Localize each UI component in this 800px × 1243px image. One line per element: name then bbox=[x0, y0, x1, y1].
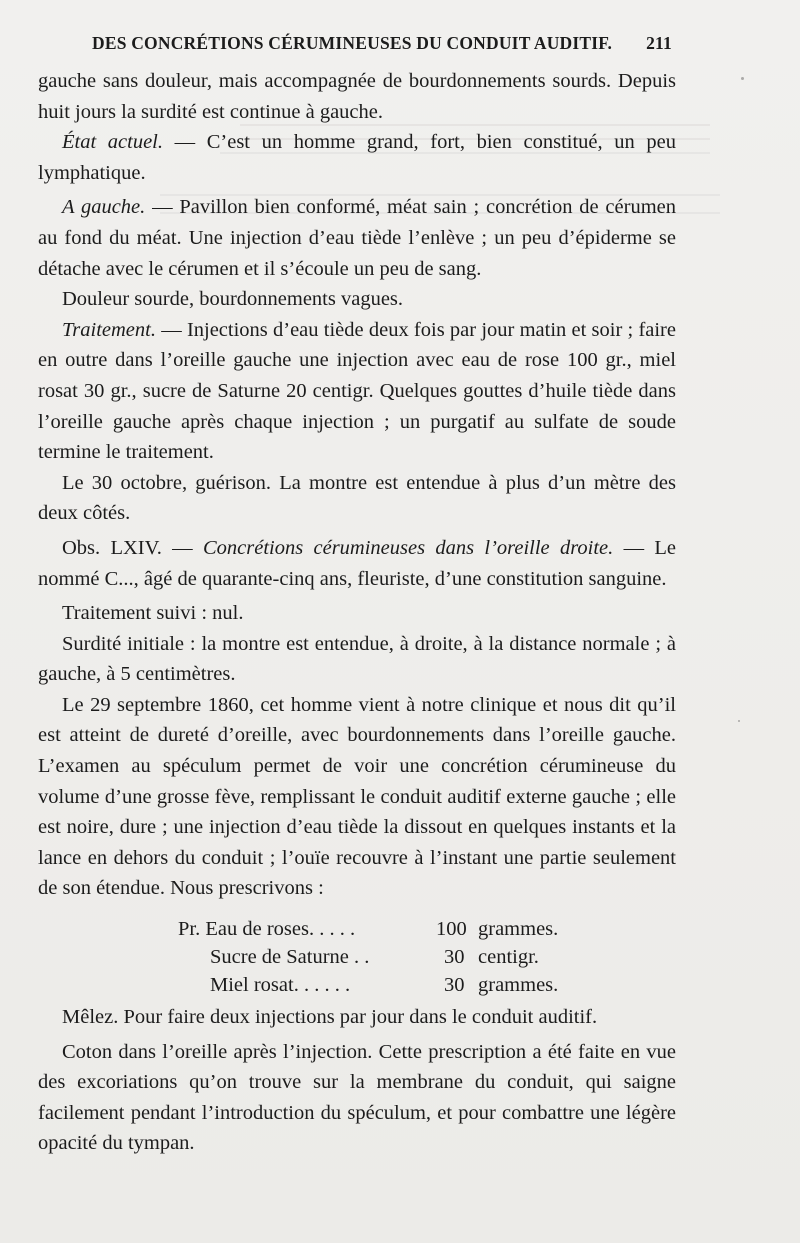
paragraph bbox=[38, 315, 676, 468]
prescription-row bbox=[38, 970, 676, 998]
body-text bbox=[38, 66, 676, 1159]
paragraph-text: — Pavillon bien conformé, méat sain ; concrétion de cérumen au fond du méat. Une injection d’eau tiède l’enlève ; un peu d’épiderme se détache avec le cérumen et il s’écoule un peu de sang. bbox=[38, 196, 676, 280]
observation-title: Concrétions cérumineuses dans l’oreille droite. bbox=[202, 536, 614, 559]
section-lead: État actuel. bbox=[62, 131, 163, 154]
paragraph bbox=[38, 598, 676, 629]
observation-dash: — bbox=[161, 536, 203, 559]
paragraph-text: Le 30 octobre, guérison. La montre est entendue à plus d’un mètre des deux côtés. bbox=[38, 471, 676, 525]
prescription-row bbox=[38, 942, 676, 970]
prescription-unit: grammes. bbox=[478, 918, 559, 941]
paragraph-text: Surdité initiale : la montre est entendue, à droite, à la distance normale ; à gauche, à 5 centimètres. bbox=[38, 632, 676, 686]
prescription-unit: centigr. bbox=[478, 946, 539, 969]
observation-heading bbox=[38, 533, 676, 594]
ink-speck bbox=[741, 77, 744, 80]
prescription-quantity: 30 bbox=[444, 946, 465, 969]
observation-label: Obs. LXIV. bbox=[62, 536, 162, 559]
paragraph bbox=[38, 66, 676, 127]
prescription bbox=[38, 914, 676, 998]
paragraph-text: — Le nommé C..., âgé de quarante-cinq ans, fleuriste, d’une constitution sanguine. bbox=[38, 536, 676, 590]
prescription-row bbox=[38, 914, 676, 942]
prescription-item: Pr. Eau de roses. . . . . bbox=[178, 918, 356, 941]
paragraph-text: Traitement suivi : nul. bbox=[62, 602, 244, 625]
page-number: 211 bbox=[646, 33, 672, 53]
paragraph-text: Douleur sourde, bourdonnements vagues. bbox=[62, 288, 404, 311]
running-head-title: DES CONCRÉTIONS CÉRUMINEUSES DU CONDUIT AUDITIF. bbox=[92, 33, 613, 53]
paragraph-text: — Injections d’eau tiède deux fois par jour matin et soir ; faire en outre dans l’oreille gauche une injection avec eau de rose 100 gr., miel rosat 30 gr., sucre de Saturne 20 centigr. Quelques gouttes d’huile tiède dans l’oreille gauche après chaque injection ; un purgatif au sulfate de soude termine le traitement. bbox=[38, 318, 676, 464]
prescription-quantity: 100 bbox=[436, 918, 467, 941]
prescription-quantity: 30 bbox=[444, 974, 465, 997]
paragraph bbox=[38, 1002, 676, 1033]
paragraph-text: Coton dans l’oreille après l’injection. Cette prescription a été faite en vue des excoriations qu’on trouve sur la membrane du conduit, qui saigne facilement pendant l’introduction du spéculum, et pour combattre une légère opacité du tympan. bbox=[38, 1040, 676, 1155]
section-lead: Traitement. bbox=[62, 318, 156, 341]
paragraph-text: Mêlez. Pour faire deux injections par jour dans le conduit auditif. bbox=[62, 1006, 598, 1029]
paragraph bbox=[38, 284, 676, 315]
paragraph-text: gauche sans douleur, mais accompagnée de bourdonnements sourds. Depuis huit jours la surdité est continue à gauche. bbox=[38, 70, 676, 123]
section-lead: A gauche. bbox=[62, 196, 146, 219]
paragraph bbox=[38, 629, 676, 690]
running-head bbox=[92, 33, 672, 59]
paragraph bbox=[38, 690, 676, 904]
prescription-item: Sucre de Saturne . . bbox=[210, 946, 370, 969]
ink-speck bbox=[738, 720, 740, 722]
prescription-unit: grammes. bbox=[478, 974, 559, 997]
paragraph bbox=[38, 1037, 676, 1159]
paragraph bbox=[38, 192, 676, 284]
paragraph bbox=[38, 127, 676, 188]
paragraph bbox=[38, 468, 676, 529]
paragraph-text: Le 29 septembre 1860, cet homme vient à notre clinique et nous dit qu’il est atteint de dureté d’oreille, avec bourdonnements dans l’oreille gauche. L’examen au spéculum permet de voir une concrétion cérumineuse du volume d’une grosse fève, remplissant le conduit auditif externe gauche ; elle est noire, dure ; une injection d’eau tiède la dissout en quelques instants et la lance en dehors du conduit ; l’ouïe recouvre à l’instant une partie seulement de son étendue. Nous prescrivons : bbox=[38, 693, 676, 900]
prescription-item: Miel rosat. . . . . . bbox=[210, 974, 351, 997]
paragraph-text: — C’est un homme grand, fort, bien constitué, un peu lymphatique. bbox=[38, 131, 676, 184]
